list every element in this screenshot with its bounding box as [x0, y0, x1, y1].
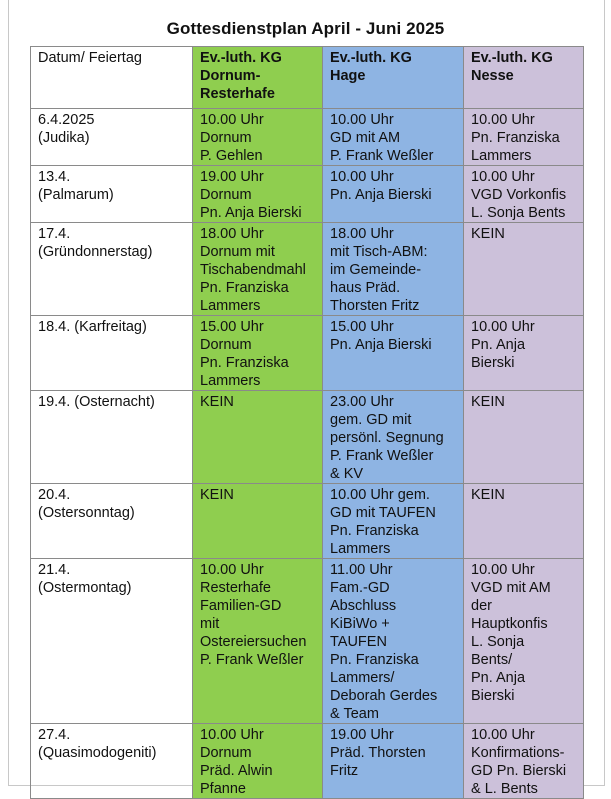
table-row: [31, 223, 584, 316]
hage-cell: 10.00 Uhr gem. GD mit TAUFEN Pn. Franziska Lammers: [323, 484, 464, 559]
date-cell: 17.4. (Gründonnerstag): [31, 223, 193, 316]
nesse-cell: 10.00 Uhr VGD mit AM der Hauptkonfis L. Sonja Bents/ Pn. Anja Bierski: [464, 559, 584, 724]
nesse-cell: 10.00 Uhr Konfirmations- GD Pn. Bierski & L. Bents: [464, 724, 584, 799]
nesse-cell: 10.00 Uhr VGD Vorkonfis L. Sonja Bents: [464, 166, 584, 223]
hage-cell: 10.00 Uhr GD mit AM P. Frank Weßler: [323, 109, 464, 166]
table-row: [31, 484, 584, 559]
date-cell: 21.4. (Ostermontag): [31, 559, 193, 724]
dornum-cell: 19.00 Uhr Dornum Pn. Anja Bierski: [193, 166, 323, 223]
date-cell: 13.4. (Palmarum): [31, 166, 193, 223]
table-row: [31, 316, 584, 391]
nesse-cell: KEIN: [464, 484, 584, 559]
nesse-cell: 10.00 Uhr Pn. Anja Bierski: [464, 316, 584, 391]
header-hage: Ev.-luth. KG Hage: [323, 47, 464, 109]
page-title: Gottesdienstplan April - Juni 2025: [166, 19, 445, 38]
header-dornum: Ev.-luth. KG Dornum- Resterhafe: [193, 47, 323, 109]
hage-cell: 18.00 Uhr mit Tisch-ABM: im Gemeinde- haus Präd. Thorsten Fritz: [323, 223, 464, 316]
table-row: [31, 391, 584, 484]
nesse-cell: KEIN: [464, 391, 584, 484]
dornum-cell: 18.00 Uhr Dornum mit Tischabendmahl Pn. Franziska Lammers: [193, 223, 323, 316]
hage-cell: 23.00 Uhr gem. GD mit persönl. Segnung P. Frank Weßler & KV: [323, 391, 464, 484]
date-cell: 6.4.2025 (Judika): [31, 109, 193, 166]
dornum-cell: 10.00 Uhr Resterhafe Familien-GD mit Ostereiersuchen P. Frank Weßler: [193, 559, 323, 724]
service-schedule-table: [30, 46, 584, 799]
dornum-cell: 10.00 Uhr Dornum P. Gehlen: [193, 109, 323, 166]
hage-cell: 10.00 Uhr Pn. Anja Bierski: [323, 166, 464, 223]
date-cell: 20.4. (Ostersonntag): [31, 484, 193, 559]
hage-cell: 19.00 Uhr Präd. Thorsten Fritz: [323, 724, 464, 799]
header-row: [31, 47, 584, 109]
hage-cell: 11.00 Uhr Fam.-GD Abschluss KiBiWo + TAUFEN Pn. Franziska Lammers/ Deborah Gerdes & Team: [323, 559, 464, 724]
date-cell: 19.4. (Osternacht): [31, 391, 193, 484]
dornum-cell: 10.00 Uhr Dornum Präd. Alwin Pfanne: [193, 724, 323, 799]
table-row: [31, 166, 584, 223]
date-cell: 27.4. (Quasimodogeniti): [31, 724, 193, 799]
table-row: [31, 109, 584, 166]
table-row: [31, 724, 584, 799]
hage-cell: 15.00 Uhr Pn. Anja Bierski: [323, 316, 464, 391]
dornum-cell: 15.00 Uhr Dornum Pn. Franziska Lammers: [193, 316, 323, 391]
dornum-cell: KEIN: [193, 391, 323, 484]
date-cell: 18.4. (Karfreitag): [31, 316, 193, 391]
nesse-cell: KEIN: [464, 223, 584, 316]
header-date: Datum/ Feiertag: [31, 47, 193, 109]
table-row: [31, 559, 584, 724]
header-nesse: Ev.-luth. KG Nesse: [464, 47, 584, 109]
dornum-cell: KEIN: [193, 484, 323, 559]
nesse-cell: 10.00 Uhr Pn. Franziska Lammers: [464, 109, 584, 166]
